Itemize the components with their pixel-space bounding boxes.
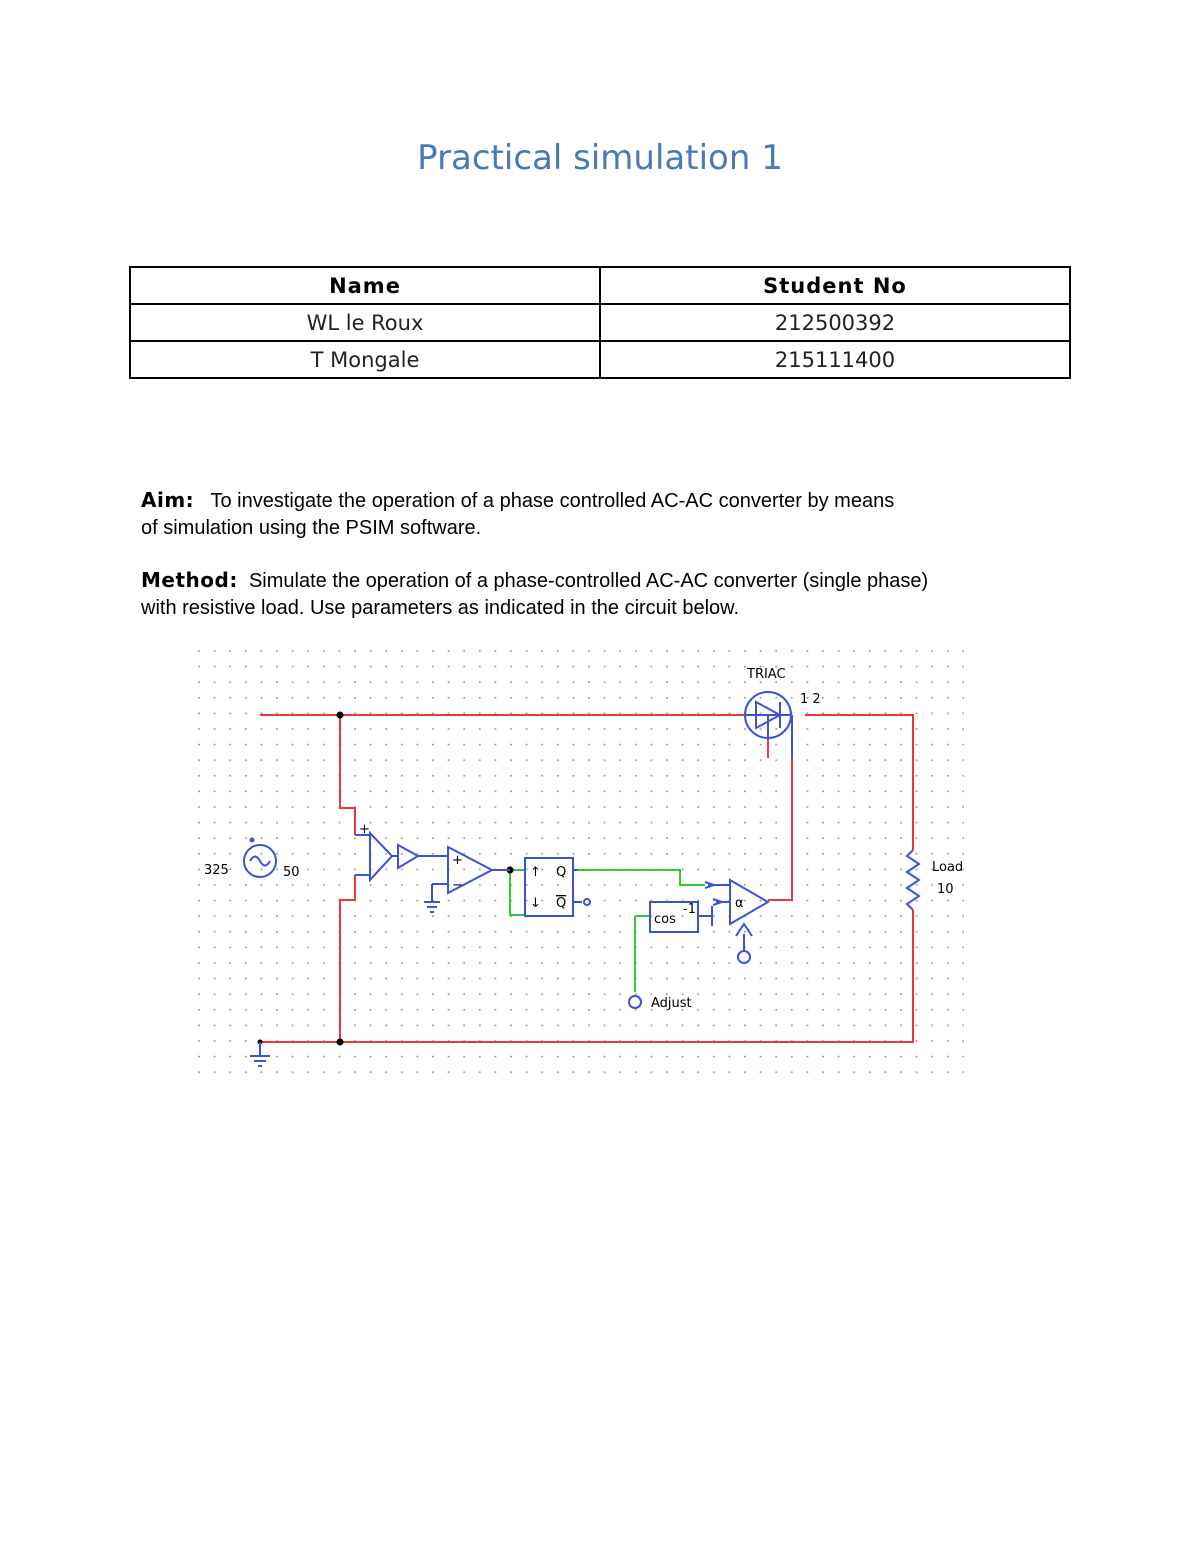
comparator-plus: + [452,853,463,868]
circuit-schematic [180,640,980,1085]
flip-flop-reset: ↓ [530,896,541,911]
member-student-no: 212500392 [600,304,1070,341]
junction-dot [337,1039,344,1046]
flip-flop-qbar: Q [556,896,567,911]
triac-value: 1 2 [800,692,821,707]
arccos-label: cos [654,912,676,927]
method-label: Method: [141,568,238,592]
table-header-row [130,267,1070,304]
arccos-superscript: -1 [683,902,696,917]
member-name: T Mongale [130,341,600,378]
column-header-name: Name [130,267,600,304]
aim-text-line2: of simulation using the PSIM software. [141,517,482,539]
comparator-minus: − [452,878,463,893]
aim-paragraph [141,487,1041,542]
member-name: WL le Roux [130,304,600,341]
schematic-grid [192,640,964,1080]
load-label: Load [932,860,964,875]
table-row [130,341,1070,378]
column-header-student-no: Student No [600,267,1070,304]
members-table [129,266,1071,379]
source-amplitude: 325 [204,863,229,878]
method-text: Simulate the operation of a phase-controlled AC-AC converter (single phase) [248,570,929,592]
triac-label: TRIAC [747,667,786,682]
flip-flop-q: Q [556,865,567,880]
table-row [130,304,1070,341]
method-paragraph [141,567,1041,622]
page-title: Practical simulation 1 [417,138,783,178]
alpha-symbol: α [735,896,744,911]
adjust-label: Adjust [651,996,692,1011]
flip-flop-set: ↑ [530,865,541,880]
member-student-no: 215111400 [600,341,1070,378]
junction-dot [337,712,344,719]
aim-text: To investigate the operation of a phase controlled AC-AC converter by means [210,490,895,512]
method-text-line2: with resistive load. Use parameters as indicated in the circuit below. [141,597,740,619]
aim-label: Aim: [141,488,195,512]
source-frequency: 50 [283,865,300,880]
sensor-polarity: + [359,822,370,837]
load-value: 10 [937,882,954,897]
